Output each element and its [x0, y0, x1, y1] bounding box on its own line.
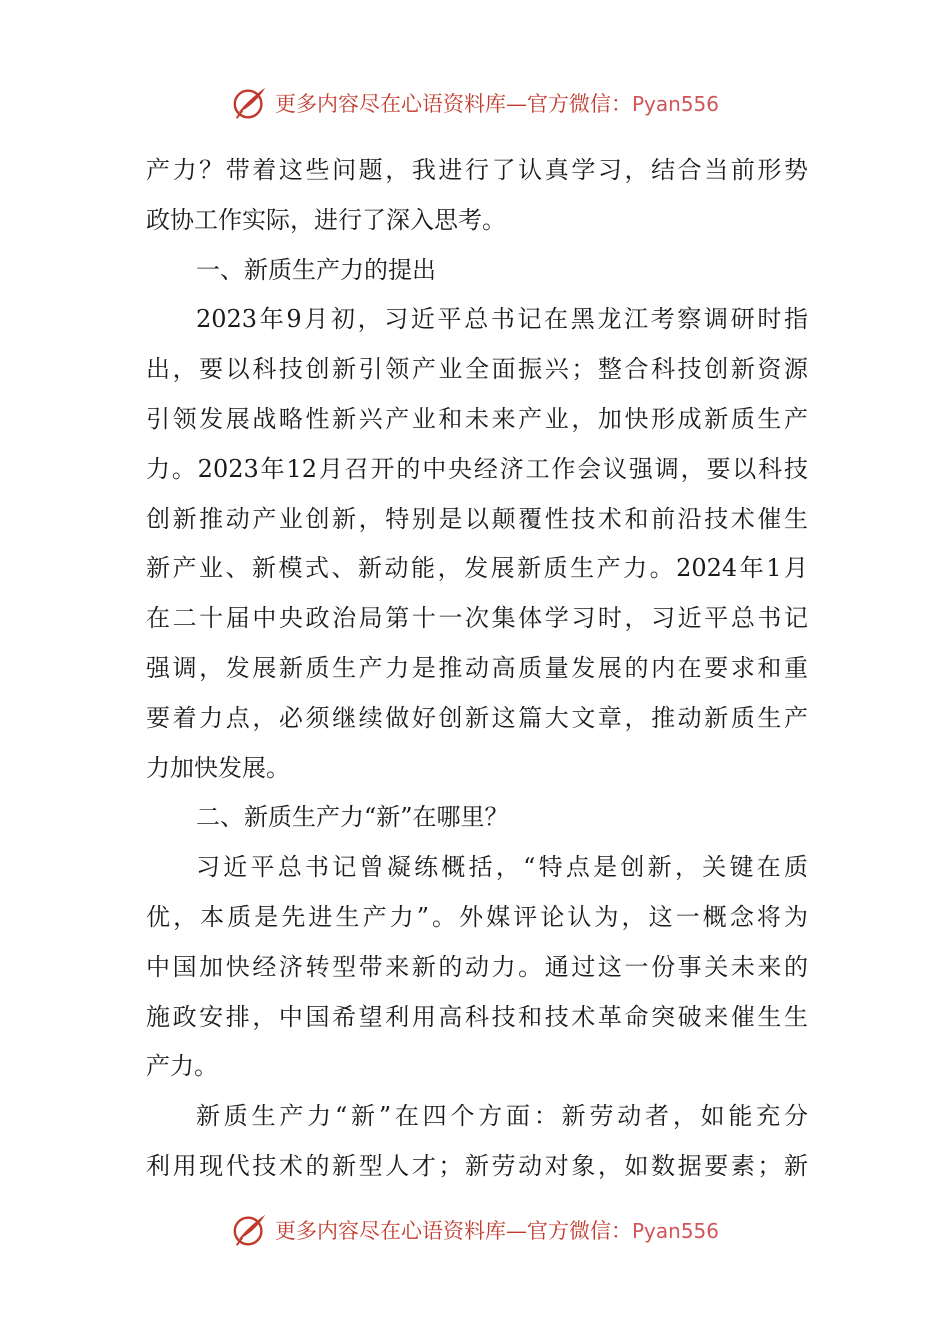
footer-watermark-banner	[0, 1207, 950, 1253]
header-banner-text	[275, 88, 719, 118]
body-line: 优，本质是先进生产力”。外媒评论认为，这一概念将为	[146, 902, 808, 931]
body-line: 在二十届中央政治局第十一次集体学习时，习近平总书记	[146, 604, 808, 633]
body-line: 产力。	[146, 1052, 218, 1081]
quill-logo-icon	[231, 1211, 269, 1249]
body-line: 习近平总书记曾凝练概括，“特点是创新，关键在质	[196, 853, 808, 882]
header-banner-wechat-id: Pyan556	[631, 92, 719, 116]
body-line: 引领发展战略性新兴产业和未来产业，加快形成新质生产	[146, 404, 808, 433]
body-line: 要着力点，必须继续做好创新这篇大文章，推动新质生产	[146, 703, 808, 732]
body-line: 新质生产力“新”在四个方面：新劳动者，如能充分	[196, 1102, 808, 1131]
body-line: 创新推动产业创新，特别是以颠覆性技术和前沿技术催生	[146, 504, 808, 533]
footer-banner-wechat-id: Pyan556	[631, 1219, 719, 1243]
quill-logo-icon	[231, 84, 269, 122]
footer-banner-label: 更多内容尽在心语资料库—官方微信：	[274, 1219, 632, 1243]
body-line: 强调，发展新质生产力是推动高质量发展的内在要求和重	[146, 653, 808, 682]
section-heading-2: 二、新质生产力“新”在哪里？	[196, 803, 509, 832]
body-line: 中国加快经济转型带来新的动力。通过这一份事关未来的	[146, 952, 808, 981]
body-line: 产力？带着这些问题，我进行了认真学习，结合当前形势	[146, 156, 808, 184]
section-heading-1: 一、新质生产力的提出	[196, 255, 436, 284]
footer-banner-text	[275, 1215, 719, 1245]
body-line: 力。2023年12月召开的中央经济工作会议强调，要以科技	[146, 454, 808, 483]
header-watermark-banner	[0, 80, 950, 126]
body-line: 2023年9月初，习近平总书记在黑龙江考察调研时指	[196, 305, 808, 334]
body-line: 利用现代技术的新型人才；新劳动对象，如数据要素；新	[146, 1151, 808, 1180]
body-line: 出，要以科技创新引领产业全面振兴；整合科技创新资源	[146, 355, 808, 384]
body-line: 新产业、新模式、新动能，发展新质生产力。2024年1月	[146, 554, 808, 583]
body-line: 政协工作实际，进行了深入思考。	[146, 205, 506, 234]
body-line: 力加快发展。	[146, 753, 290, 782]
body-line: 施政安排，中国希望利用高科技和技术革命突破来催生生	[146, 1002, 808, 1031]
header-banner-label: 更多内容尽在心语资料库—官方微信：	[274, 92, 632, 116]
document-body	[146, 146, 808, 1192]
